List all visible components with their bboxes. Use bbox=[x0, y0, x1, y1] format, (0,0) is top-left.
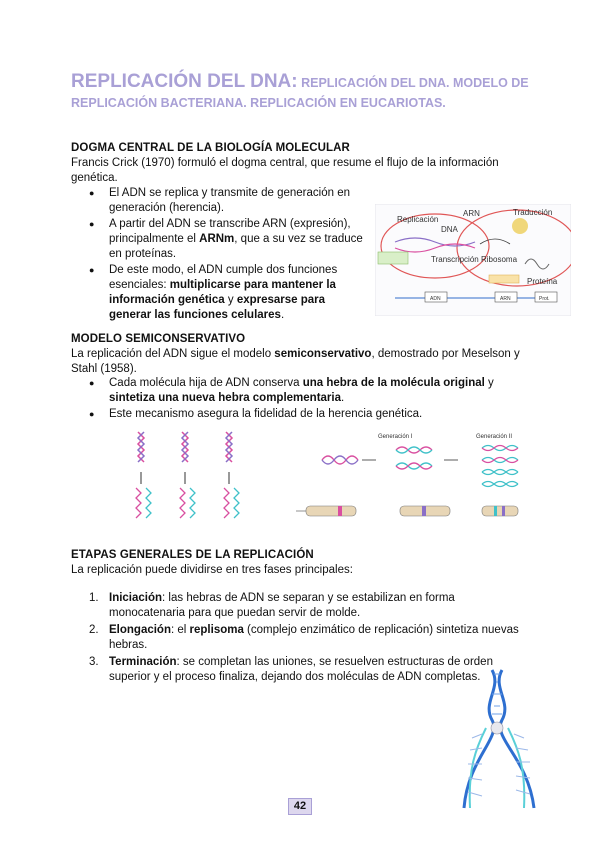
section3-intro: La replicación puede dividirse en tres fases principales: bbox=[71, 564, 353, 576]
gen2-label: Generación II bbox=[476, 434, 513, 440]
ribosoma-label: Ribosoma bbox=[481, 255, 518, 264]
list-item: 2. Elongación: el replisoma (complejo enzimático de replicación) sintetiza nuevas hebras. bbox=[89, 624, 519, 651]
replication-fork-figure bbox=[458, 668, 540, 812]
section1-heading: DOGMA CENTRAL DE LA BIOLOGÍA MOLECULAR bbox=[71, 142, 350, 154]
title-main: REPLICACIÓN DEL DNA: bbox=[71, 71, 298, 92]
traduccion-label: Traducción bbox=[513, 208, 553, 217]
gen1-label: Generación I bbox=[378, 434, 413, 440]
section3-heading: ETAPAS GENERALES DE LA REPLICACIÓN bbox=[71, 549, 314, 561]
dna-label: DNA bbox=[441, 225, 458, 234]
section2-intro: La replicación del ADN sigue el modelo semiconservativo, demostrado por Meselson y Stahl (1958). bbox=[71, 348, 520, 375]
parent-dna bbox=[322, 456, 358, 464]
section1-bullets bbox=[89, 186, 369, 324]
model-dispersive bbox=[224, 432, 239, 518]
gen2-dna bbox=[482, 446, 518, 487]
transcripcion-label: Transcripción bbox=[431, 255, 479, 264]
list-item: ● Cada molécula hija de ADN conserva una hebra de la molécula original y sintetiza una nueva hebra complementaria. bbox=[89, 376, 509, 406]
list-item: 1. Iniciación: las hebras de ADN se separan y se estabilizan en forma monocatenaria para que puedan servir de molde. bbox=[89, 592, 455, 619]
section1-intro: Francis Crick (1970) formuló el dogma central, que resume el flujo de la información genética. bbox=[71, 157, 499, 184]
list-item: ● El ADN se replica y transmite de generación en generación (herencia). bbox=[89, 186, 369, 216]
replication-models-figure bbox=[130, 424, 246, 530]
central-dogma-figure bbox=[375, 204, 571, 316]
gen1-dna bbox=[396, 447, 432, 469]
replicacion-label: Replicación bbox=[397, 215, 439, 224]
list-item: ● De este modo, el ADN cumple dos funciones esenciales: multiplicarse para mantener la información genética y expresarse para generar las funciones celulares. bbox=[89, 263, 369, 323]
page-title bbox=[71, 72, 541, 113]
model-conservative bbox=[136, 432, 151, 518]
meselson-stahl-figure bbox=[296, 430, 522, 528]
arn-label: ARN bbox=[463, 209, 480, 218]
list-item: 3. Terminación: se completan las uniones, se resuelven estructuras de orden superior y el proceso finaliza, dejando dos moléculas de ADN completas. bbox=[89, 656, 493, 683]
list-item: ● Este mecanismo asegura la fidelidad de la herencia genética. bbox=[89, 407, 509, 422]
replication-stages-list bbox=[89, 591, 521, 687]
prot-box: Prot. bbox=[539, 296, 550, 302]
title-sub: REPLICACIÓN DEL DNA. MODELO DE REPLICACIÓN BACTERIANA. REPLICACIÓN EN EUCARIOTAS. bbox=[71, 76, 529, 110]
section2-heading: MODELO SEMICONSERVATIVO bbox=[71, 333, 246, 345]
adn-box: ADN bbox=[430, 296, 441, 302]
section2-bullets bbox=[89, 376, 509, 423]
model-semiconservative bbox=[180, 432, 195, 518]
proteina-label: Proteína bbox=[527, 277, 558, 286]
page-number: 42 bbox=[288, 798, 312, 815]
centrifuge-tubes bbox=[296, 506, 518, 516]
list-item: ● A partir del ADN se transcribe ARN (expresión), principalmente el ARNm, que a su vez se traduce en proteínas. bbox=[89, 217, 369, 262]
arn-box: ARN bbox=[500, 296, 511, 302]
